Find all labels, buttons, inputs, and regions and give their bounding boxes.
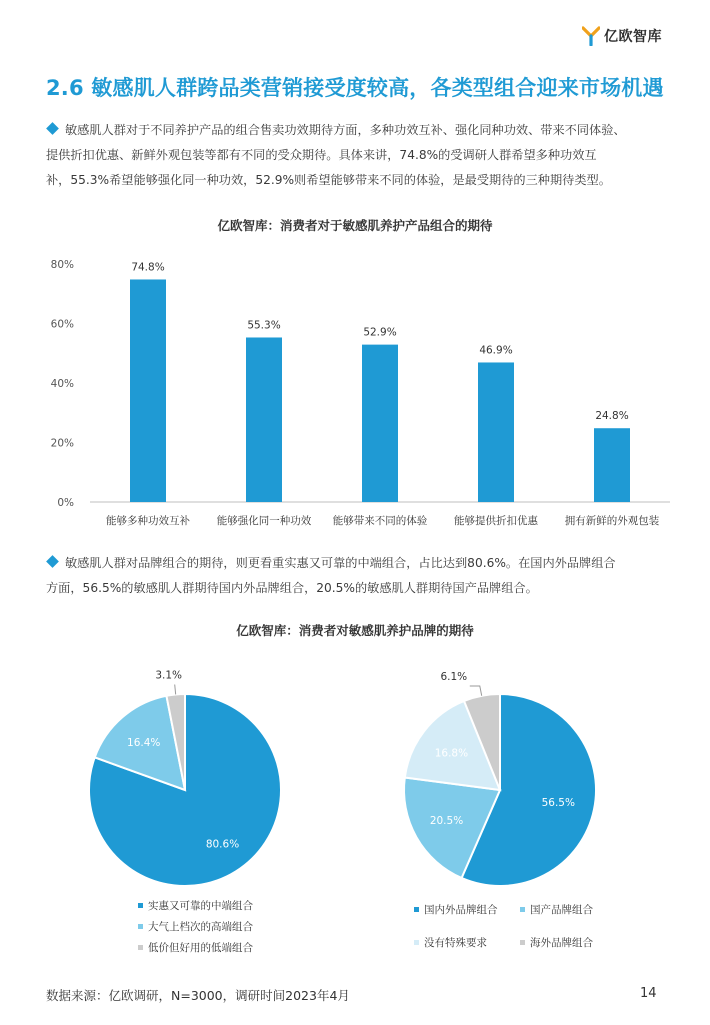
legend-label: 国内外品牌组合: [424, 904, 498, 916]
legend-swatch: [520, 907, 525, 912]
slice-value-label: 3.1%: [155, 669, 183, 682]
legend-swatch: [520, 940, 525, 945]
slice-value-label: 20.5%: [429, 815, 464, 828]
x-tick-label: 能够带来不同的体验: [332, 515, 428, 527]
paragraph-line: 提供折扣优惠、新鲜外观包装等都有不同的受众期待。具体来讲，74.8%的受调研人群希望多种功效互: [46, 148, 597, 162]
bar-value-label: 46.9%: [479, 344, 513, 357]
legend-swatch: [138, 945, 143, 950]
brand-logo: [582, 26, 662, 46]
legend-swatch: [414, 907, 419, 912]
bar-value-label: 74.8%: [131, 261, 165, 274]
paragraph-line-text: 敏感肌人群对于不同养护产品的组合售卖功效期待方面，多种功效互补、强化同种功效、带来不同体验、: [65, 123, 626, 137]
bar: [478, 362, 514, 502]
legend-swatch: [414, 940, 419, 945]
data-source-note: 数据来源：亿欧调研，N=3000，调研时间2023年4月: [46, 988, 350, 1003]
paragraph-line: 补，55.3%希望能够强化同一种功效，52.9%则希望能够带来不同的体验，是最受期待的三种期待类型。: [46, 173, 611, 187]
y-tick-label: 60%: [50, 318, 74, 331]
slice-value-label: 6.1%: [440, 670, 468, 683]
paragraph-line-text: 敏感肌人群对品牌组合的期待，则更看重实惠又可靠的中端组合，占比达到80.6%。在国内外品牌组合: [65, 556, 616, 570]
x-tick-label: 能够强化同一种功效: [216, 515, 312, 527]
legend-label: 实惠又可靠的中端组合: [148, 900, 253, 912]
slice-value-label: 56.5%: [541, 797, 575, 810]
x-tick-label: 拥有新鲜的外观包装: [564, 515, 660, 527]
legend-label: 没有特殊要求: [424, 937, 487, 949]
paragraph-intro: [46, 118, 676, 193]
legend-label: 国产品牌组合: [530, 904, 593, 916]
section-title: 2.6 敏感肌人群跨品类营销接受度较高，各类型组合迎来市场机遇: [46, 76, 664, 100]
paragraph-brands: [46, 551, 676, 601]
pie-chart-brand-tier: [60, 660, 330, 960]
brand-name: 亿欧智库: [604, 29, 662, 45]
bar-chart: [40, 250, 680, 535]
bar-value-label: 24.8%: [595, 410, 629, 423]
y-tick-label: 20%: [50, 437, 74, 450]
bar-value-label: 55.3%: [247, 319, 281, 332]
legend-swatch: [138, 903, 143, 908]
legend-label: 大气上档次的高端组合: [148, 921, 253, 933]
bar-value-label: 52.9%: [363, 326, 397, 339]
yiou-logo-icon: [582, 26, 600, 46]
bar: [246, 337, 282, 502]
legend-label: 低价但好用的低端组合: [148, 942, 253, 954]
paragraph-line: [46, 118, 676, 143]
legend-swatch: [138, 924, 143, 929]
y-tick-label: 0%: [57, 497, 74, 509]
paragraph-line: 方面，56.5%的敏感肌人群期待国内外品牌组合，20.5%的敏感肌人群期待国产品牌组合。: [46, 581, 538, 595]
pie-chart-brand-origin: [380, 660, 680, 960]
bar: [362, 345, 398, 502]
leader-line: [175, 685, 176, 695]
slice-value-label: 80.6%: [205, 838, 240, 851]
bar: [594, 428, 630, 502]
page-number: 14: [640, 986, 657, 1001]
bar: [130, 279, 166, 502]
paragraph-line: [46, 551, 676, 576]
legend-label: 海外品牌组合: [530, 937, 593, 949]
diamond-bullet-icon: [46, 555, 59, 568]
diamond-bullet-icon: [46, 122, 59, 135]
slice-value-label: 16.8%: [434, 747, 469, 760]
y-tick-label: 40%: [50, 378, 74, 390]
leader-line: [470, 686, 482, 696]
y-tick-label: 80%: [50, 259, 74, 271]
slice-value-label: 16.4%: [127, 736, 161, 749]
x-tick-label: 能够提供折扣优惠: [454, 515, 538, 527]
bar-chart-title: 亿欧智库：消费者对于敏感肌养护产品组合的期待: [217, 218, 493, 233]
x-tick-label: 能够多种功效互补: [106, 515, 190, 527]
pie-chart-title: 亿欧智库：消费者对敏感肌养护品牌的期待: [236, 623, 474, 638]
